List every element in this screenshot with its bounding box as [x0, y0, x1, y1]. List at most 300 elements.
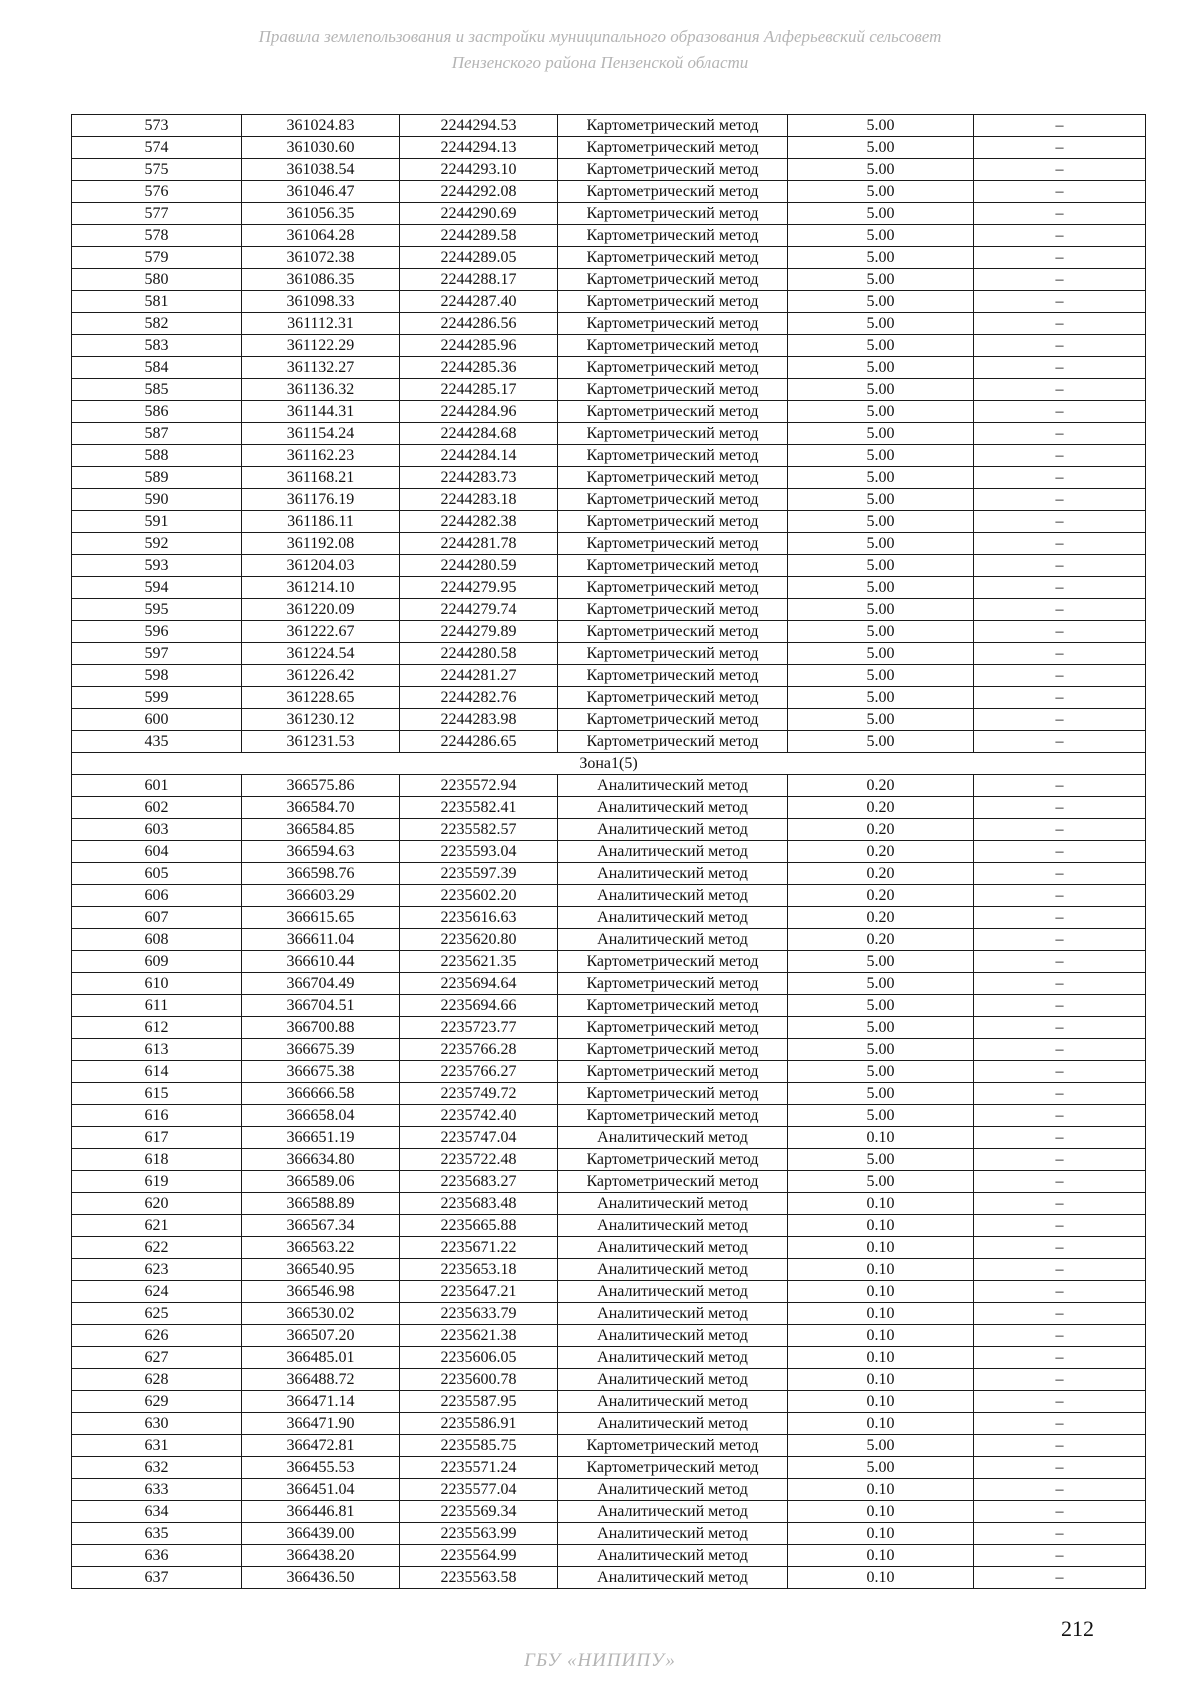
point-number-cell: 588 [72, 445, 242, 467]
point-number-cell: 622 [72, 1237, 242, 1259]
point-number-cell: 626 [72, 1325, 242, 1347]
y-coordinate-cell: 2235621.38 [400, 1325, 558, 1347]
point-number-cell: 595 [72, 599, 242, 621]
accuracy-cell: 5.00 [788, 1171, 974, 1193]
point-number-cell: 596 [72, 621, 242, 643]
table-row [72, 247, 1146, 269]
method-cell: Аналитический метод [558, 841, 788, 863]
note-cell: – [974, 1347, 1146, 1369]
x-coordinate-cell: 366594.63 [242, 841, 400, 863]
x-coordinate-cell: 366666.58 [242, 1083, 400, 1105]
x-coordinate-cell: 366675.38 [242, 1061, 400, 1083]
point-number-cell: 619 [72, 1171, 242, 1193]
note-cell: – [974, 907, 1146, 929]
accuracy-cell: 5.00 [788, 951, 974, 973]
x-coordinate-cell: 366575.86 [242, 775, 400, 797]
coordinates-table-container [71, 114, 1145, 1589]
note-cell: – [974, 819, 1146, 841]
note-cell: – [974, 731, 1146, 753]
x-coordinate-cell: 361154.24 [242, 423, 400, 445]
point-number-cell: 597 [72, 643, 242, 665]
table-row [72, 269, 1146, 291]
note-cell: – [974, 951, 1146, 973]
x-coordinate-cell: 361136.32 [242, 379, 400, 401]
point-number-cell: 632 [72, 1457, 242, 1479]
y-coordinate-cell: 2235683.48 [400, 1193, 558, 1215]
point-number-cell: 625 [72, 1303, 242, 1325]
note-cell: – [974, 1413, 1146, 1435]
y-coordinate-cell: 2235749.72 [400, 1083, 558, 1105]
accuracy-cell: 5.00 [788, 379, 974, 401]
method-cell: Картометрический метод [558, 1061, 788, 1083]
accuracy-cell: 0.10 [788, 1545, 974, 1567]
y-coordinate-cell: 2244285.36 [400, 357, 558, 379]
y-coordinate-cell: 2235572.94 [400, 775, 558, 797]
table-row [72, 1061, 1146, 1083]
coordinates-table-body [72, 115, 1146, 1589]
table-row [72, 841, 1146, 863]
note-cell: – [974, 269, 1146, 291]
y-coordinate-cell: 2235602.20 [400, 885, 558, 907]
method-cell: Аналитический метод [558, 1413, 788, 1435]
note-cell: – [974, 863, 1146, 885]
accuracy-cell: 5.00 [788, 489, 974, 511]
y-coordinate-cell: 2235694.66 [400, 995, 558, 1017]
point-number-cell: 636 [72, 1545, 242, 1567]
table-row [72, 555, 1146, 577]
point-number-cell: 603 [72, 819, 242, 841]
method-cell: Картометрический метод [558, 181, 788, 203]
point-number-cell: 573 [72, 115, 242, 137]
table-row [72, 1479, 1146, 1501]
note-cell: – [974, 1523, 1146, 1545]
table-row [72, 203, 1146, 225]
x-coordinate-cell: 366651.19 [242, 1127, 400, 1149]
accuracy-cell: 5.00 [788, 533, 974, 555]
point-number-cell: 601 [72, 775, 242, 797]
note-cell: – [974, 357, 1146, 379]
point-number-cell: 610 [72, 973, 242, 995]
y-coordinate-cell: 2244289.05 [400, 247, 558, 269]
method-cell: Аналитический метод [558, 1479, 788, 1501]
x-coordinate-cell: 366588.89 [242, 1193, 400, 1215]
note-cell: – [974, 1083, 1146, 1105]
accuracy-cell: 0.10 [788, 1567, 974, 1589]
x-coordinate-cell: 366471.14 [242, 1391, 400, 1413]
accuracy-cell: 5.00 [788, 731, 974, 753]
point-number-cell: 594 [72, 577, 242, 599]
accuracy-cell: 5.00 [788, 159, 974, 181]
x-coordinate-cell: 366439.00 [242, 1523, 400, 1545]
accuracy-cell: 5.00 [788, 137, 974, 159]
y-coordinate-cell: 2235747.04 [400, 1127, 558, 1149]
accuracy-cell: 0.10 [788, 1413, 974, 1435]
table-row [72, 731, 1146, 753]
method-cell: Картометрический метод [558, 973, 788, 995]
y-coordinate-cell: 2235722.48 [400, 1149, 558, 1171]
x-coordinate-cell: 366658.04 [242, 1105, 400, 1127]
note-cell: – [974, 885, 1146, 907]
x-coordinate-cell: 366567.34 [242, 1215, 400, 1237]
table-row [72, 181, 1146, 203]
method-cell: Аналитический метод [558, 1501, 788, 1523]
method-cell: Аналитический метод [558, 1391, 788, 1413]
note-cell: – [974, 841, 1146, 863]
y-coordinate-cell: 2235587.95 [400, 1391, 558, 1413]
table-row [72, 599, 1146, 621]
y-coordinate-cell: 2235582.41 [400, 797, 558, 819]
accuracy-cell: 5.00 [788, 1435, 974, 1457]
table-row [72, 1523, 1146, 1545]
y-coordinate-cell: 2244282.76 [400, 687, 558, 709]
method-cell: Картометрический метод [558, 445, 788, 467]
point-number-cell: 618 [72, 1149, 242, 1171]
table-row [72, 1457, 1146, 1479]
y-coordinate-cell: 2244279.95 [400, 577, 558, 599]
note-cell: – [974, 1149, 1146, 1171]
header-line-2: Пензенского района Пензенской области [451, 53, 749, 72]
y-coordinate-cell: 2235606.05 [400, 1347, 558, 1369]
method-cell: Аналитический метод [558, 1237, 788, 1259]
point-number-cell: 602 [72, 797, 242, 819]
point-number-cell: 627 [72, 1347, 242, 1369]
note-cell: – [974, 1501, 1146, 1523]
method-cell: Картометрический метод [558, 423, 788, 445]
accuracy-cell: 5.00 [788, 687, 974, 709]
note-cell: – [974, 291, 1146, 313]
table-row [72, 225, 1146, 247]
point-number-cell: 591 [72, 511, 242, 533]
accuracy-cell: 0.20 [788, 841, 974, 863]
accuracy-cell: 0.10 [788, 1281, 974, 1303]
table-row [72, 797, 1146, 819]
table-row [72, 1303, 1146, 1325]
table-row [72, 951, 1146, 973]
y-coordinate-cell: 2235577.04 [400, 1479, 558, 1501]
y-coordinate-cell: 2235593.04 [400, 841, 558, 863]
table-row [72, 1259, 1146, 1281]
note-cell: – [974, 687, 1146, 709]
table-row [72, 1567, 1146, 1589]
y-coordinate-cell: 2235616.63 [400, 907, 558, 929]
note-cell: – [974, 115, 1146, 137]
note-cell: – [974, 159, 1146, 181]
accuracy-cell: 0.20 [788, 797, 974, 819]
table-row [72, 709, 1146, 731]
x-coordinate-cell: 361122.29 [242, 335, 400, 357]
note-cell: – [974, 665, 1146, 687]
method-cell: Картометрический метод [558, 511, 788, 533]
accuracy-cell: 5.00 [788, 599, 974, 621]
note-cell: – [974, 445, 1146, 467]
accuracy-cell: 0.10 [788, 1237, 974, 1259]
point-number-cell: 629 [72, 1391, 242, 1413]
y-coordinate-cell: 2244280.59 [400, 555, 558, 577]
y-coordinate-cell: 2244279.74 [400, 599, 558, 621]
table-row [72, 885, 1146, 907]
accuracy-cell: 5.00 [788, 203, 974, 225]
accuracy-cell: 5.00 [788, 291, 974, 313]
note-cell: – [974, 489, 1146, 511]
table-row [72, 973, 1146, 995]
table-row [72, 1039, 1146, 1061]
accuracy-cell: 0.10 [788, 1193, 974, 1215]
method-cell: Аналитический метод [558, 1259, 788, 1281]
point-number-cell: 614 [72, 1061, 242, 1083]
table-row [72, 1193, 1146, 1215]
point-number-cell: 581 [72, 291, 242, 313]
y-coordinate-cell: 2235742.40 [400, 1105, 558, 1127]
x-coordinate-cell: 366471.90 [242, 1413, 400, 1435]
accuracy-cell: 0.10 [788, 1369, 974, 1391]
method-cell: Аналитический метод [558, 1193, 788, 1215]
method-cell: Картометрический метод [558, 291, 788, 313]
point-number-cell: 590 [72, 489, 242, 511]
note-cell: – [974, 1105, 1146, 1127]
note-cell: – [974, 1259, 1146, 1281]
method-cell: Картометрический метод [558, 489, 788, 511]
method-cell: Аналитический метод [558, 1303, 788, 1325]
note-cell: – [974, 1215, 1146, 1237]
method-cell: Картометрический метод [558, 313, 788, 335]
note-cell: – [974, 467, 1146, 489]
x-coordinate-cell: 366603.29 [242, 885, 400, 907]
y-coordinate-cell: 2244290.69 [400, 203, 558, 225]
table-row [72, 995, 1146, 1017]
method-cell: Картометрический метод [558, 731, 788, 753]
x-coordinate-cell: 361112.31 [242, 313, 400, 335]
method-cell: Картометрический метод [558, 995, 788, 1017]
table-row [72, 335, 1146, 357]
accuracy-cell: 5.00 [788, 1061, 974, 1083]
accuracy-cell: 5.00 [788, 335, 974, 357]
y-coordinate-cell: 2244284.14 [400, 445, 558, 467]
x-coordinate-cell: 366634.80 [242, 1149, 400, 1171]
accuracy-cell: 5.00 [788, 643, 974, 665]
table-row [72, 291, 1146, 313]
method-cell: Картометрический метод [558, 709, 788, 731]
x-coordinate-cell: 366451.04 [242, 1479, 400, 1501]
y-coordinate-cell: 2235683.27 [400, 1171, 558, 1193]
method-cell: Картометрический метод [558, 621, 788, 643]
x-coordinate-cell: 361231.53 [242, 731, 400, 753]
y-coordinate-cell: 2235563.58 [400, 1567, 558, 1589]
accuracy-cell: 5.00 [788, 709, 974, 731]
table-row [72, 1325, 1146, 1347]
note-cell: – [974, 1457, 1146, 1479]
method-cell: Картометрический метод [558, 1435, 788, 1457]
accuracy-cell: 0.10 [788, 1479, 974, 1501]
y-coordinate-cell: 2244286.65 [400, 731, 558, 753]
y-coordinate-cell: 2244288.17 [400, 269, 558, 291]
point-number-cell: 600 [72, 709, 242, 731]
x-coordinate-cell: 361056.35 [242, 203, 400, 225]
method-cell: Картометрический метод [558, 665, 788, 687]
point-number-cell: 593 [72, 555, 242, 577]
point-number-cell: 577 [72, 203, 242, 225]
table-row [72, 1545, 1146, 1567]
note-cell: – [974, 1545, 1146, 1567]
note-cell: – [974, 797, 1146, 819]
accuracy-cell: 0.10 [788, 1391, 974, 1413]
method-cell: Картометрический метод [558, 1171, 788, 1193]
y-coordinate-cell: 2235571.24 [400, 1457, 558, 1479]
note-cell: – [974, 1237, 1146, 1259]
table-row [72, 1237, 1146, 1259]
method-cell: Аналитический метод [558, 1369, 788, 1391]
point-number-cell: 589 [72, 467, 242, 489]
y-coordinate-cell: 2235600.78 [400, 1369, 558, 1391]
table-row [72, 511, 1146, 533]
accuracy-cell: 5.00 [788, 225, 974, 247]
x-coordinate-cell: 361226.42 [242, 665, 400, 687]
y-coordinate-cell: 2244280.58 [400, 643, 558, 665]
y-coordinate-cell: 2235671.22 [400, 1237, 558, 1259]
note-cell: – [974, 313, 1146, 335]
note-cell: – [974, 335, 1146, 357]
accuracy-cell: 5.00 [788, 511, 974, 533]
y-coordinate-cell: 2244289.58 [400, 225, 558, 247]
y-coordinate-cell: 2244281.27 [400, 665, 558, 687]
page-number: 212 [1061, 1616, 1094, 1641]
x-coordinate-cell: 361162.23 [242, 445, 400, 467]
x-coordinate-cell: 361046.47 [242, 181, 400, 203]
point-number-cell: 585 [72, 379, 242, 401]
method-cell: Аналитический метод [558, 1325, 788, 1347]
point-number-cell: 606 [72, 885, 242, 907]
note-cell: – [974, 401, 1146, 423]
point-number-cell: 611 [72, 995, 242, 1017]
point-number-cell: 435 [72, 731, 242, 753]
table-row [72, 1017, 1146, 1039]
point-number-cell: 576 [72, 181, 242, 203]
method-cell: Аналитический метод [558, 797, 788, 819]
accuracy-cell: 5.00 [788, 181, 974, 203]
y-coordinate-cell: 2235665.88 [400, 1215, 558, 1237]
x-coordinate-cell: 361222.67 [242, 621, 400, 643]
table-row [72, 1171, 1146, 1193]
note-cell: – [974, 621, 1146, 643]
accuracy-cell: 5.00 [788, 621, 974, 643]
accuracy-cell: 5.00 [788, 665, 974, 687]
point-number-cell: 628 [72, 1369, 242, 1391]
point-number-cell: 609 [72, 951, 242, 973]
method-cell: Картометрический метод [558, 533, 788, 555]
y-coordinate-cell: 2235586.91 [400, 1413, 558, 1435]
accuracy-cell: 5.00 [788, 467, 974, 489]
x-coordinate-cell: 366563.22 [242, 1237, 400, 1259]
x-coordinate-cell: 366485.01 [242, 1347, 400, 1369]
note-cell: – [974, 1061, 1146, 1083]
method-cell: Картометрический метод [558, 643, 788, 665]
method-cell: Картометрический метод [558, 203, 788, 225]
point-number-cell: 615 [72, 1083, 242, 1105]
point-number-cell: 582 [72, 313, 242, 335]
point-number-cell: 586 [72, 401, 242, 423]
y-coordinate-cell: 2235621.35 [400, 951, 558, 973]
y-coordinate-cell: 2235569.34 [400, 1501, 558, 1523]
point-number-cell: 587 [72, 423, 242, 445]
note-cell: – [974, 1303, 1146, 1325]
table-row [72, 379, 1146, 401]
header-line-1: Правила землепользования и застройки муниципального образования Алферьевский сельсовет [258, 27, 942, 46]
x-coordinate-cell: 361176.19 [242, 489, 400, 511]
point-number-cell: 613 [72, 1039, 242, 1061]
accuracy-cell: 0.20 [788, 929, 974, 951]
note-cell: – [974, 973, 1146, 995]
y-coordinate-cell: 2235694.64 [400, 973, 558, 995]
x-coordinate-cell: 366675.39 [242, 1039, 400, 1061]
table-row [72, 1127, 1146, 1149]
accuracy-cell: 0.10 [788, 1325, 974, 1347]
point-number-cell: 583 [72, 335, 242, 357]
note-cell: – [974, 1435, 1146, 1457]
method-cell: Картометрический метод [558, 137, 788, 159]
note-cell: – [974, 137, 1146, 159]
method-cell: Аналитический метод [558, 1281, 788, 1303]
y-coordinate-cell: 2244282.38 [400, 511, 558, 533]
y-coordinate-cell: 2244287.40 [400, 291, 558, 313]
note-cell: – [974, 1017, 1146, 1039]
method-cell: Аналитический метод [558, 885, 788, 907]
accuracy-cell: 5.00 [788, 313, 974, 335]
method-cell: Аналитический метод [558, 819, 788, 841]
method-cell: Аналитический метод [558, 1215, 788, 1237]
method-cell: Картометрический метод [558, 467, 788, 489]
point-number-cell: 634 [72, 1501, 242, 1523]
point-number-cell: 607 [72, 907, 242, 929]
table-row [72, 489, 1146, 511]
x-coordinate-cell: 366611.04 [242, 929, 400, 951]
method-cell: Аналитический метод [558, 863, 788, 885]
method-cell: Аналитический метод [558, 1523, 788, 1545]
x-coordinate-cell: 361086.35 [242, 269, 400, 291]
method-cell: Картометрический метод [558, 951, 788, 973]
y-coordinate-cell: 2244286.56 [400, 313, 558, 335]
accuracy-cell: 5.00 [788, 555, 974, 577]
table-row [72, 665, 1146, 687]
table-row [72, 401, 1146, 423]
method-cell: Картометрический метод [558, 159, 788, 181]
accuracy-cell: 5.00 [788, 1083, 974, 1105]
point-number-cell: 617 [72, 1127, 242, 1149]
coordinates-table [71, 114, 1146, 1589]
zone-row [72, 753, 1146, 775]
note-cell: – [974, 1391, 1146, 1413]
point-number-cell: 631 [72, 1435, 242, 1457]
x-coordinate-cell: 361224.54 [242, 643, 400, 665]
note-cell: – [974, 929, 1146, 951]
note-cell: – [974, 599, 1146, 621]
point-number-cell: 579 [72, 247, 242, 269]
method-cell: Картометрический метод [558, 687, 788, 709]
point-number-cell: 575 [72, 159, 242, 181]
note-cell: – [974, 643, 1146, 665]
method-cell: Картометрический метод [558, 269, 788, 291]
table-row [72, 907, 1146, 929]
point-number-cell: 630 [72, 1413, 242, 1435]
method-cell: Картометрический метод [558, 1105, 788, 1127]
note-cell: – [974, 225, 1146, 247]
table-row [72, 775, 1146, 797]
accuracy-cell: 5.00 [788, 973, 974, 995]
accuracy-cell: 0.10 [788, 1127, 974, 1149]
method-cell: Картометрический метод [558, 379, 788, 401]
x-coordinate-cell: 366455.53 [242, 1457, 400, 1479]
x-coordinate-cell: 361186.11 [242, 511, 400, 533]
x-coordinate-cell: 361132.27 [242, 357, 400, 379]
y-coordinate-cell: 2244292.08 [400, 181, 558, 203]
